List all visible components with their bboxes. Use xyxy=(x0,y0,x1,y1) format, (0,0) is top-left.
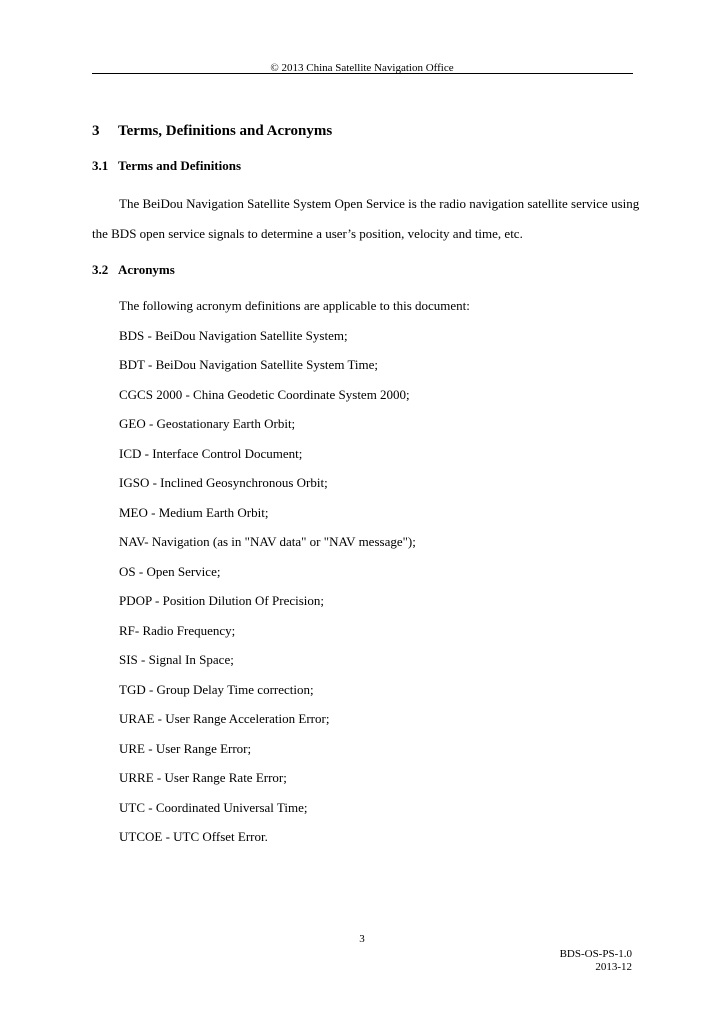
terms-paragraph-line-2: the BDS open service signals to determine a user’s position, velocity and time, etc. xyxy=(92,226,523,241)
list-item: PDOP - Position Dilution Of Precision; xyxy=(119,593,325,608)
list-item: BDT - BeiDou Navigation Satellite System Time; xyxy=(119,357,379,372)
list-item: URE - User Range Error; xyxy=(119,740,252,756)
terms-paragraph-line-1: The BeiDou Navigation Satellite System Open Service is the radio navigation satellite service using xyxy=(119,196,640,211)
acronym-intro: The following acronym definitions are applicable to this document: xyxy=(119,298,470,313)
acronym-list xyxy=(119,297,470,858)
list-item: NAV- Navigation (as in "NAV data" or "NAV message"); xyxy=(119,534,416,549)
subsection-number-terms: 3.1 xyxy=(92,158,109,173)
subsection-title-terms: Terms and Definitions xyxy=(118,158,242,173)
section-heading xyxy=(92,121,332,141)
list-item: UTC - Coordinated Universal Time; xyxy=(119,799,308,815)
header-rule xyxy=(92,73,633,74)
page-number: 3 xyxy=(359,933,365,945)
list-item: UTCOE - UTC Offset Error. xyxy=(119,829,268,844)
footer-date: 2013-12 xyxy=(595,961,632,973)
list-item: ICD - Interface Control Document; xyxy=(119,445,303,461)
section-number: 3 xyxy=(92,123,100,139)
subsection-heading-terms xyxy=(92,157,241,175)
list-item: SIS - Signal In Space; xyxy=(119,652,234,667)
list-item: OS - Open Service; xyxy=(119,563,221,579)
header-copyright: © 2013 China Satellite Navigation Office xyxy=(270,62,454,74)
subsection-title-acronyms: Acronyms xyxy=(118,262,175,277)
list-item: URAE - User Range Acceleration Error; xyxy=(119,711,330,726)
list-item: RF- Radio Frequency; xyxy=(119,622,236,638)
list-item: URRE - User Range Rate Error; xyxy=(119,770,287,785)
list-item: GEO - Geostationary Earth Orbit; xyxy=(119,416,296,431)
list-item: IGSO - Inclined Geosynchronous Orbit; xyxy=(119,475,328,490)
list-item: CGCS 2000 - China Geodetic Coordinate System 2000; xyxy=(119,386,410,402)
footer-doc-id: BDS-OS-PS-1.0 xyxy=(559,948,632,960)
subsection-number-acronyms: 3.2 xyxy=(92,262,109,277)
subsection-heading-acronyms xyxy=(92,261,175,279)
list-item: MEO - Medium Earth Orbit; xyxy=(119,504,269,520)
footer-doc-info xyxy=(560,948,632,974)
section-title: Terms, Definitions and Acronyms xyxy=(118,123,333,139)
list-item: TGD - Group Delay Time correction; xyxy=(119,681,314,697)
list-item: BDS - BeiDou Navigation Satellite System; xyxy=(119,327,348,343)
